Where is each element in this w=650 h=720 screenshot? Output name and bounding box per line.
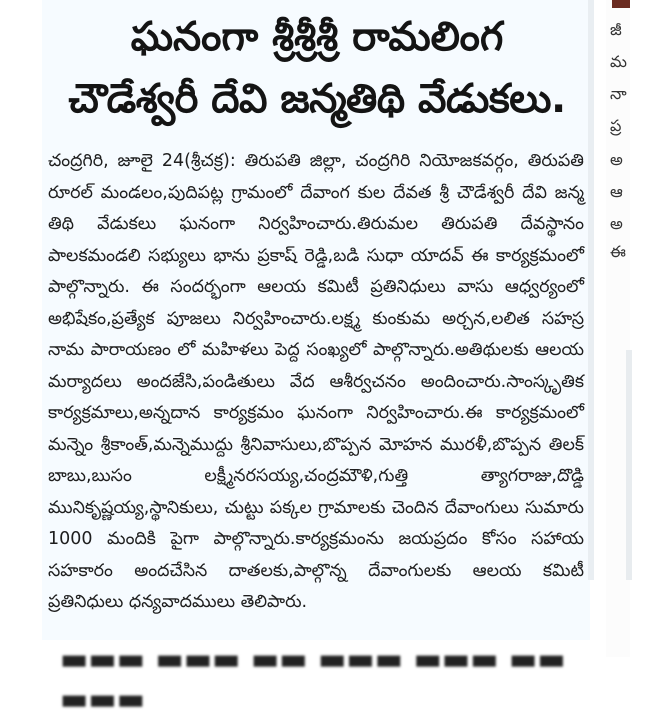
adjacent-column-cropped (606, 0, 630, 657)
article-body: చంద్రగిరి, జూలై 24(శ్రీచక్ర): తిరుపతి జిల్లా, చంద్రగిరి నియోజకవర్గం, తిరుపతి రూరల్ మండలం,పుదిపట్ల గ్రామంలో దేవాంగ కుల దేవత శ్రీ చౌడేశ్వరీ దేవి జన్మ తిథి వేడుకలు ఘనంగా నిర్వహించారు.తిరుమల తిరుపతి దేవస్థానం పాలకమండలి సభ్యులు భాను ప్రకాష్ రెడ్డి,బడి సుధా యాదవ్ ఈ కార్యక్రమంలో పాల్గొన్నారు. ఈ సందర్భంగా ఆలయ కమిటీ ప్రతినిధులు వాసు ఆధ్వర్యంలో అభిషేకం,ప్రత్యేక పూజలు నిర్వహించారు.లక్ష్మ కుంకుమ అర్చన,లలిత సహస్ర నామ పారాయణం లో మహిళలు పెద్ద సంఖ్యలో పాల్గొన్నారు.అతిథులకు ఆలయ మర్యాదలు అందజేసి,పండితులు వేద ఆశీర్వచనం అందించారు.సాంస్కృతిక కార్యక్రమాలు,అన్నదాన కార్యక్రమం ఘనంగా నిర్వహించారు.ఈ కార్యక్రమంలో మన్నెం శ్రీకాంత్,మన్నెముద్దు శ్రీనివాసులు,బొప్పన మోహన మురళీ,బొప్పన తిలక్ బాబు,బుసం లక్ష్మీనరసయ్య,చంద్రమౌళి,గుత్తి త్యాగరాజు,దొడ్డి మునికృష్ణయ్య,స్థానికులు, చుట్టు పక్కల గ్రామాలకు చెందిన దేవాంగులు సుమారు 1000 మందికి పైగా పాల్గొన్నారు.కార్యక్రమంను జయప్రదం కోసం సహాయ సహకారం అందచేసిన దాతలకు,పాల్గొన్న దేవాంగులకు ఆలయ కమిటీ ప్రతినిధులు ధన్యవాదములు తెలిపారు. (48, 151, 584, 612)
page-margin (0, 0, 40, 657)
next-article-headline-cropped: ▬▬▬ ▬▬▬ ▬▬ ▬▬▬ ▬▬▬ ▬▬ ▬▬▬ (60, 642, 566, 717)
faded-edge (626, 350, 632, 580)
adjacent-text-fragment: ప్ర (610, 116, 622, 135)
column-rule (612, 0, 630, 8)
clipping-edge (588, 0, 594, 580)
adjacent-text-fragment: అ (610, 214, 623, 233)
headline-line-1: ఘనంగా శ్రీశ్రీశ్రీ రామలింగ (130, 14, 504, 60)
adjacent-text-fragment: అ (610, 150, 623, 169)
adjacent-text-fragment: ఆ (610, 182, 623, 201)
adjacent-text-fragment: మ (610, 52, 627, 71)
adjacent-text-fragment: ఈ (610, 242, 626, 261)
adjacent-text-fragment: నా (610, 84, 627, 103)
headline-line-2: చౌడేశ్వరీ దేవి జన్మతిథి వేడుకలు. (68, 76, 566, 122)
adjacent-text-fragment: జీ (610, 20, 622, 39)
article-headline (50, 6, 584, 130)
